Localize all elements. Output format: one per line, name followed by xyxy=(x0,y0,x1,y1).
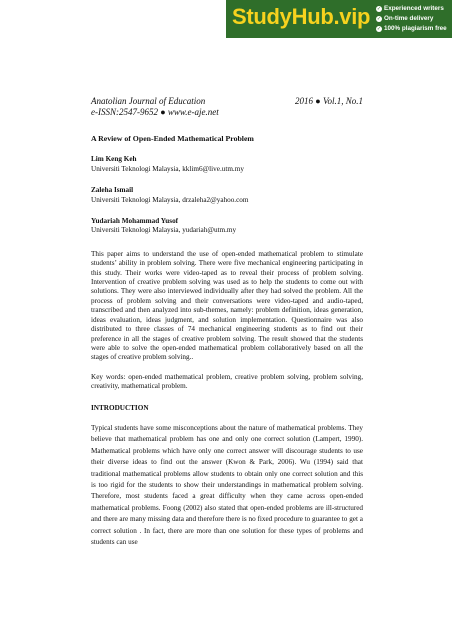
feature-item xyxy=(376,14,447,24)
check-icon: ✓ xyxy=(376,26,382,32)
author-affiliation: Universiti Teknologi Malaysia, kklim6@live.utm.my xyxy=(91,164,244,173)
introduction-text: Typical students have some misconceptions about the nature of mathematical problems. They believe that mathematical problem has one and only one correct solution (Lampert, 1990). Mathematical problems which have only one correct answer will discourage students to use their diverse ideas to find out the answer (Kwon & Park, 2006). Wu (1994) said that traditional mathematical problems allow students to obtain only one correct solution and this is too rigid for the students to show their understandings in mathematical problem solving. Therefore, most students faced a great difficulty when they came across open-ended mathematical problems. Foong (2002) also stated that open-ended problems are ill-structured and there are many missing data and therefore there is no fixed procedure to guarantee to get a correct solution . In fact, there are more than one solution for these types of problems and students can use xyxy=(91,423,363,546)
feature-label: Experienced writers xyxy=(384,5,444,12)
abstract: This paper aims to understand the use of open-ended mathematical problem to stimulate students’ ability in problem solving. There were five mechanical engineering participating in this study. Their works were video-taped as to reveal their process of problem solving. Intervention of creative problem solving was used as to help the students to come out with solutions. They were also interviewed individually after they had solved the problem. All the process of problem solving and their conversations were video-taped and audio-taped, transcribed and then analyzed into sub-themes, namely: problem definition, ideas generation, ideas evaluation, ideas judgment, and solution implementation. Questionnaire was also distributed to three classes of 74 mechanical engineering students as to find out their preference in all the stages of creative problem solving. The result showed that the students were able to solve the open-ended mathematical problem collaboratively based on all the stages of creative problem solving.. xyxy=(91,249,363,362)
section-heading: INTRODUCTION xyxy=(91,403,149,412)
feature-item xyxy=(376,4,447,14)
keywords: Key words: open-ended mathematical problem, creative problem solving, problem solving, creativity, mathematical problem. xyxy=(91,372,363,391)
document-page xyxy=(91,96,363,548)
feature-list xyxy=(376,4,447,34)
author-affiliation: Universiti Teknologi Malaysia, yudariah@utm.my xyxy=(91,226,237,235)
journal-name: Anatolian Journal of Education xyxy=(91,96,206,106)
journal-volume: 2016 ● Vol.1, No.1 xyxy=(295,96,363,106)
paper-title: A Review of Open-Ended Mathematical Problem xyxy=(91,134,254,143)
author-name: Yudariah Mohammad Yusof xyxy=(91,217,179,226)
check-icon: ✓ xyxy=(376,6,382,12)
author-affiliation: Universiti Teknologi Malaysia, drzaleha2@yahoo.com xyxy=(91,195,249,204)
brand-logo: StudyHub.vip xyxy=(232,4,371,29)
journal-issn: e-ISSN:2547-9652 ● www.e-aje.net xyxy=(91,107,219,117)
ad-banner[interactable] xyxy=(226,0,452,38)
author-block xyxy=(91,186,363,205)
feature-item xyxy=(376,24,447,34)
author-block xyxy=(91,217,363,236)
check-icon: ✓ xyxy=(376,16,382,22)
journal-header xyxy=(91,96,363,118)
author-name: Zaleha Ismail xyxy=(91,186,134,195)
feature-label: 100% plagiarism free xyxy=(384,25,447,32)
feature-label: On-time delivery xyxy=(384,15,434,22)
author-block xyxy=(91,155,363,174)
author-name: Lim Keng Keh xyxy=(91,155,137,164)
